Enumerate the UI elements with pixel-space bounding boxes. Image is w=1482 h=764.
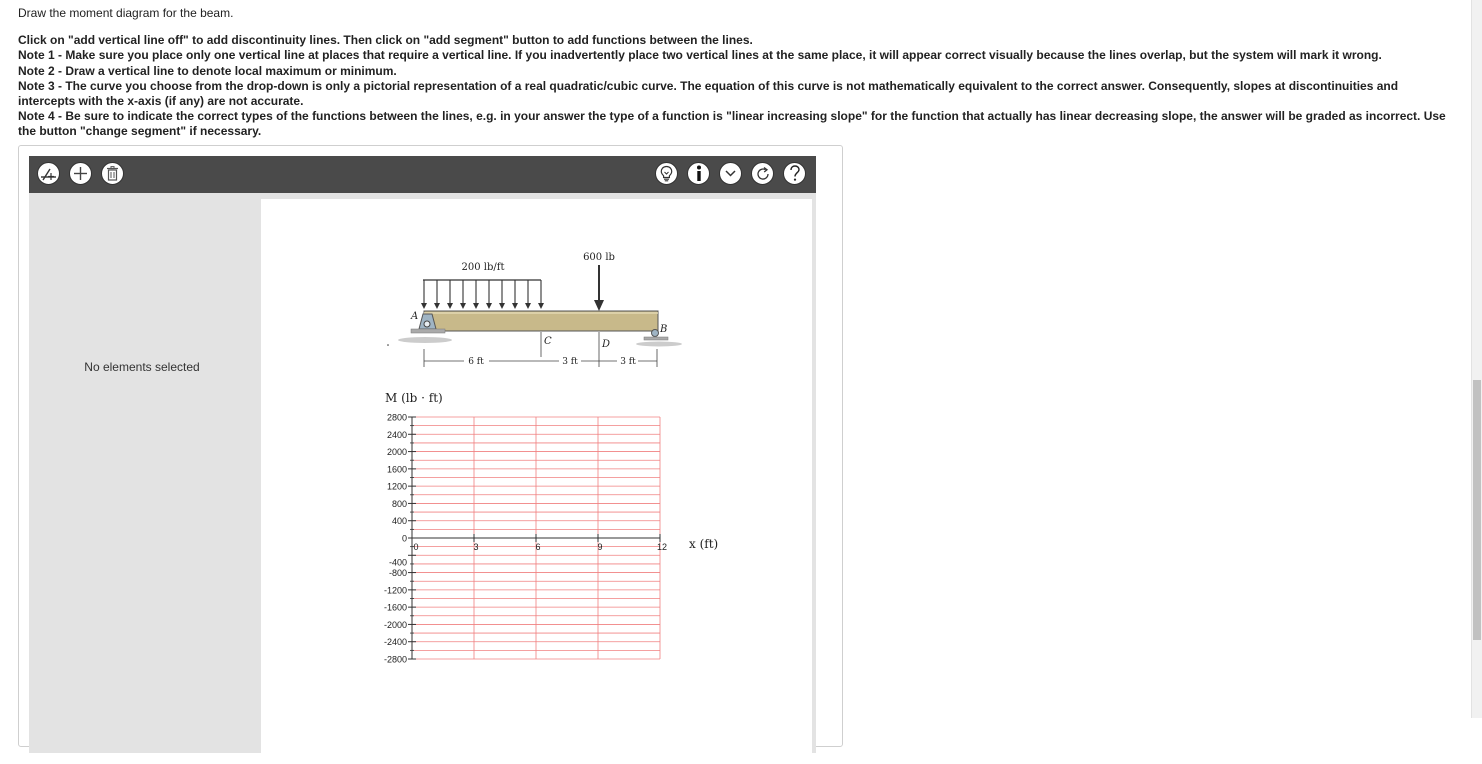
no-selection-message: No elements selected <box>84 360 200 374</box>
note-3: Note 3 - The curve you choose from the drop-down is only a pictorial representation of a real quadratic/cubic curve. The equation of this curve is not mathematically equivalent to the correct answer. Consequently, slopes at discontinuities and intercepts with the x-axis (if any) are not accurate. <box>18 78 1399 109</box>
y-tick-label: -400 <box>388 557 407 568</box>
note-1: Note 1 - Make sure you place only one vertical line at places that require a vertical line. If you inadvertently place two vertical lines at the same place, it will appear correct visually because the lines overlap, but the system will mark it wrong. <box>18 48 1382 63</box>
note-4: Note 4 - Be sure to indicate the correct types of the functions between the lines, e.g. in your answer the type of a function is "linear increasing slope" for the function that actually has linear decreasing slope, the answer will be graded as incorrect. Use the button "change segment" if necessary. <box>18 109 1446 139</box>
y-tick-label: -1600 <box>383 602 407 613</box>
info-icon <box>695 165 703 182</box>
y-tick-label: -1200 <box>383 585 407 596</box>
properties-panel <box>29 193 255 753</box>
roller-support-b <box>636 330 682 347</box>
question-intro: Draw the moment diagram for the beam. <box>18 6 234 20</box>
add-vertical-line-icon <box>40 167 57 181</box>
dim-3ft-label-1: 3 ft <box>562 357 578 367</box>
canvas-area <box>255 193 816 753</box>
note-2: Note 2 - Draw a vertical line to denote local maximum or minimum. <box>18 63 397 78</box>
point-a-label: A <box>411 311 419 322</box>
dim-3ft-label-2: 3 ft <box>620 357 636 367</box>
hint-bulb-icon <box>659 165 674 182</box>
y-tick-label: 1200 <box>386 481 407 492</box>
y-tick-label: 800 <box>391 498 407 509</box>
y-tick-label: 0 <box>401 533 407 544</box>
beam <box>424 311 658 331</box>
add-vertical-line-button[interactable] <box>37 162 60 185</box>
help-button[interactable] <box>783 162 806 185</box>
info-button[interactable] <box>687 162 710 185</box>
add-segment-button[interactable] <box>69 162 92 185</box>
x-tick-label: 6 <box>535 542 541 552</box>
dropdown-chevron-icon <box>724 169 737 178</box>
beam-and-moment-diagram <box>261 199 812 759</box>
dropdown-button[interactable] <box>719 162 742 185</box>
y-tick-label: 2400 <box>386 429 407 440</box>
delete-icon <box>106 166 119 181</box>
add-segment-icon <box>73 166 88 181</box>
y-tick-label: -2800 <box>383 654 407 665</box>
y-tick-label: -2400 <box>383 637 407 648</box>
y-tick-label: 2000 <box>386 447 407 458</box>
x-tick-label: 12 <box>656 542 668 552</box>
y-tick-label: 1600 <box>386 464 407 475</box>
x-axis-title: x (ft) <box>689 537 719 551</box>
scrollbar-thumb[interactable] <box>1473 380 1481 640</box>
distributed-load <box>421 280 544 309</box>
x-tick-label: 0 <box>413 542 419 552</box>
x-tick-label: 3 <box>473 542 479 552</box>
y-axis-title: M (lb · ft) <box>385 391 443 405</box>
reset-button[interactable] <box>751 162 774 185</box>
reset-icon <box>755 166 771 182</box>
beam-figure <box>387 252 682 367</box>
point-load-label: 600 lb <box>583 252 615 263</box>
y-tick-label: -2000 <box>383 619 407 630</box>
diagram-widget <box>18 145 843 747</box>
point-d-label: D <box>602 339 611 350</box>
y-tick-label: 400 <box>391 516 407 527</box>
x-tick-label: 9 <box>597 542 603 552</box>
point-load-arrow <box>594 265 604 311</box>
point-b-label: B <box>660 324 668 335</box>
dim-6ft-label: 6 ft <box>468 357 484 367</box>
instruction-line: Click on "add vertical line off" to add discontinuity lines. Then click on "add segment" button to add functions between the lines. <box>18 33 753 48</box>
dist-load-label: 200 lb/ft <box>461 262 505 273</box>
delete-button[interactable] <box>101 162 124 185</box>
help-icon <box>789 165 801 182</box>
x-axis <box>412 534 667 552</box>
toolbar <box>29 156 816 193</box>
point-c-label: C <box>544 336 552 347</box>
y-axis <box>383 412 419 665</box>
y-tick-label: -800 <box>388 568 407 579</box>
page-scrollbar[interactable] <box>1471 0 1482 718</box>
question-instructions <box>18 6 1458 140</box>
drawing-canvas[interactable] <box>261 199 812 759</box>
hint-button[interactable] <box>655 162 678 185</box>
y-tick-label: 2800 <box>386 412 407 423</box>
